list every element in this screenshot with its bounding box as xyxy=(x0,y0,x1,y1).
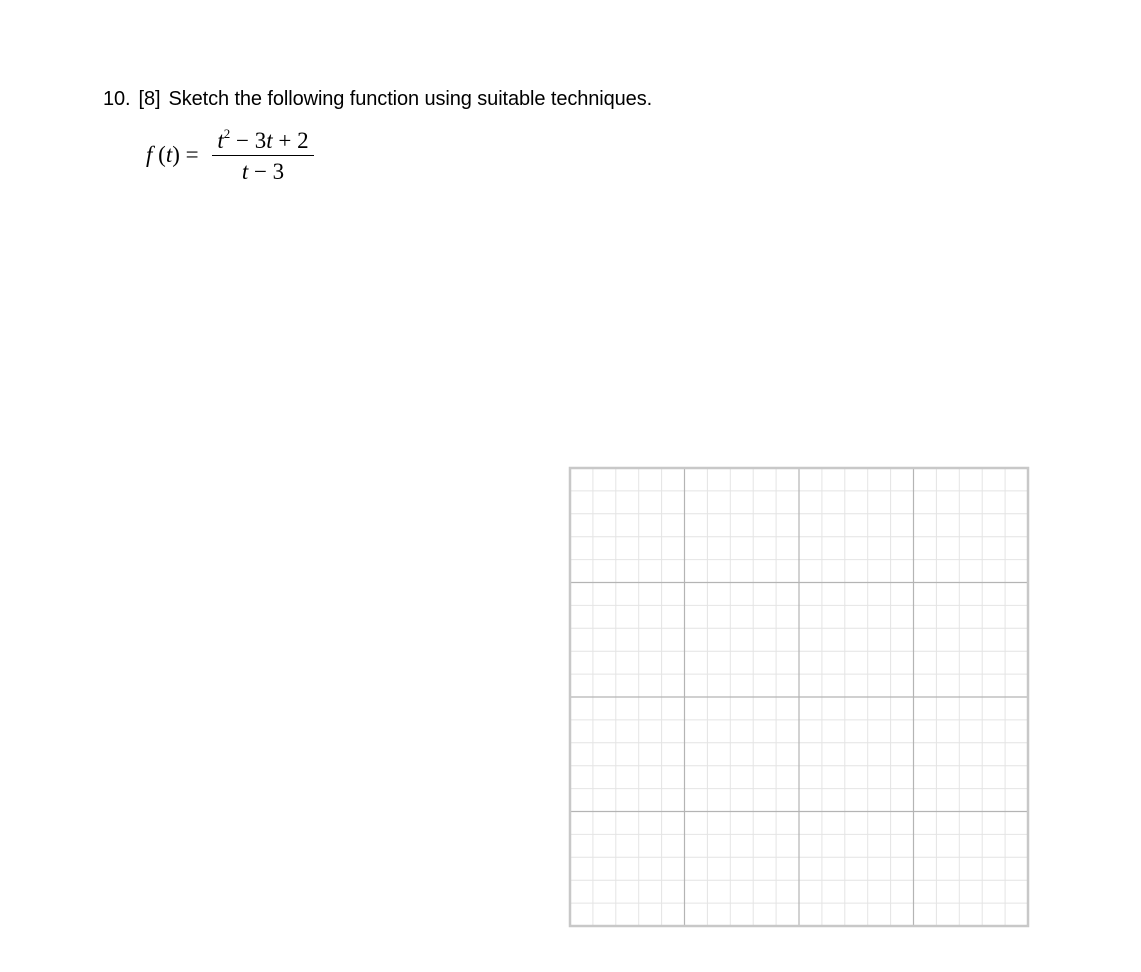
question-marks: [8] xyxy=(138,88,161,110)
lhs-function-name: f xyxy=(146,142,153,167)
lhs-open-paren: ( xyxy=(152,142,166,167)
numerator-variable: t xyxy=(217,128,224,153)
lhs-variable: t xyxy=(165,142,173,167)
fraction-numerator xyxy=(212,126,314,154)
question-number: 10. xyxy=(103,88,131,110)
denominator-variable: t xyxy=(241,159,249,184)
denominator-term: − 3 xyxy=(248,159,285,184)
fraction-bar xyxy=(212,155,314,156)
question-prompt: Sketch the following function using suitable techniques. xyxy=(168,88,653,110)
numerator-term-variable: t xyxy=(266,128,273,153)
question-text xyxy=(103,88,652,111)
numerator-term-a: − 3 xyxy=(230,128,267,153)
numerator-exponent: 2 xyxy=(223,126,231,141)
formula-fraction xyxy=(212,126,314,186)
lhs-close-equals: ) = xyxy=(172,142,199,167)
graph-paper[interactable] xyxy=(566,464,1032,930)
formula-lhs xyxy=(146,142,199,168)
fraction-denominator xyxy=(212,159,314,185)
graph-paper-grid[interactable] xyxy=(566,464,1032,930)
numerator-term-b: + 2 xyxy=(272,128,309,153)
